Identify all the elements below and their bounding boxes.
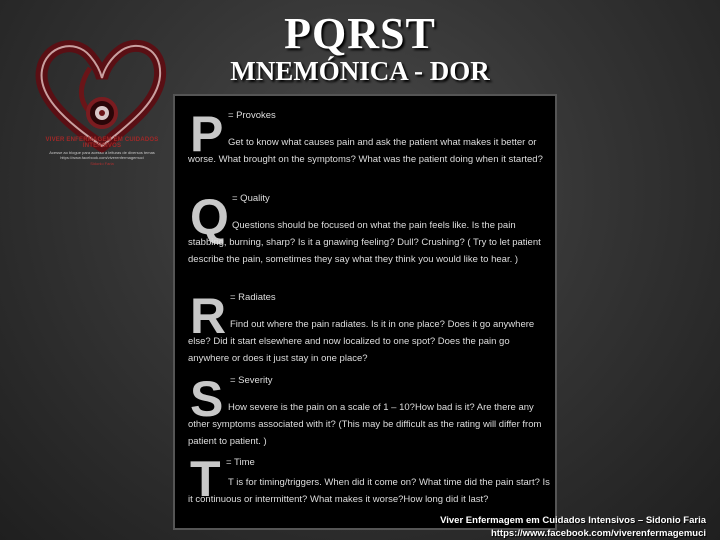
section-label: = Time [226, 457, 255, 468]
page-title: PQRST [284, 9, 436, 58]
section-letter: S [190, 371, 224, 427]
page-subtitle: MNEMÓNICA - DOR [230, 56, 490, 86]
credit-line-1: Viver Enfermagem em Cuidados Intensivos – Sidonio Faria [440, 515, 706, 526]
section-text: T is for timing/triggers. When did it come on? What time did the pain start? Is it continuous or intermittent? What makes it worse?How long did it last? [188, 477, 550, 505]
credit-link[interactable]: https://www.facebook.com/viverenfermagemuci [490, 528, 706, 539]
section-label: = Severity [230, 375, 273, 386]
section-label: = Radiates [230, 292, 276, 303]
section-letter: T [190, 451, 221, 507]
logo-text-secondary: Acesse ao blogue para acesso a leituras de diversos temas https://www.facebook.com/viverenfermagemuci [49, 150, 155, 160]
section-text: Get to know what causes pain and ask the patient what makes it better or worse. What brought on the symptoms? What was the patient doing when it started? [188, 137, 543, 165]
logo-caption [32, 137, 172, 166]
section-letter: R [190, 288, 227, 344]
logo-text-primary: VIVER ENFERMAGEM EM CUIDADOS INTENSIVOS [45, 137, 159, 149]
section-letter: P [190, 106, 224, 162]
logo-text-author: Sidonio Faria [90, 161, 114, 166]
section-letter: Q [190, 189, 229, 245]
section-text: Find out where the pain radiates. Is it in one place? Does it go anywhere else? Did it start elsewhere and now localized to one spot? Does the pain go anywhere or does it just stay in one place? [188, 319, 535, 364]
section-label: = Quality [232, 193, 270, 204]
section-text: Questions should be focused on what the pain feels like. Is the pain stabbing, burning, sharp? Is it a gnawing feeling? Dull? Crushing? ( Try to let patient describe the pain, sometimes they say what they think you would like to hear. ) [188, 220, 541, 265]
mnemonic-panel [173, 94, 557, 530]
section-text: How severe is the pain on a scale of 1 – 10?How bad is it? Are there any other symptoms associated with it? (This may be difficult as the rating will differ from patient to patient. ) [188, 402, 542, 447]
section-label: = Provokes [228, 110, 276, 121]
